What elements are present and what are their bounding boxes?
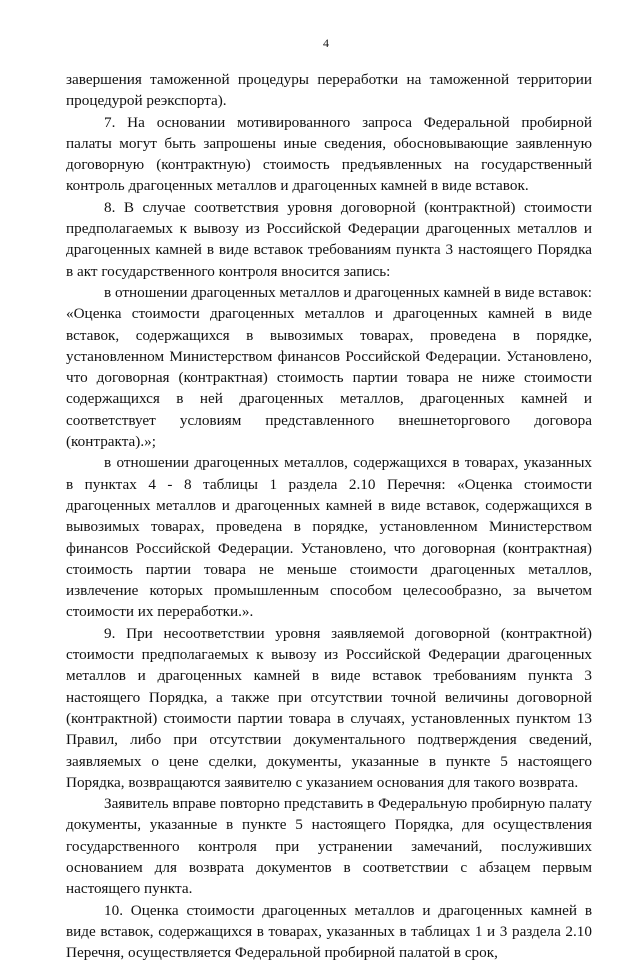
paragraph-8-precious-metals-intro: в отношении драгоценных металлов и драгоценных камней в виде вставок: [104,283,592,301]
paragraph-10: 10. Оценка стоимости драгоценных металлов и драгоценных камней в виде вставок, содержащихся в товарах, указанных в таблицах 1 и 3 раздела 2.10 Перечня, осуществляется Федеральной пробирной палатой в срок, [66,901,592,962]
paragraph-9-resubmission: Заявитель вправе повторно представить в Федеральную пробирную палату документы, указанные в пункте 5 настоящего Порядка, для осуществления государственного контроля при устранении замечаний, послуживших основанием для возврата документов в соответствии с абзацем первым настоящего пункта. [66,795,592,898]
page-number: 4 [323,36,329,50]
paragraph-8: 8. В случае соответствия уровня договорной (контрактной) стоимости предполагаемых к вывозу из Российской Федерации драгоценных металлов и драгоценных камней в виде вставок требованиям пункта 3 настоящего Порядка в акт государственного контроля вносится запись: [66,198,592,280]
paragraph-9: 9. При несоответствии уровня заявляемой договорной (контрактной) стоимости предполагаемых к вывозу из Российской Федерации драгоценных металлов и драгоценных камней в виде вставок требованиям пункта 3 настоящего Порядка, а также при отсутствии точной величины договорной (контрактной) стоимости партии товара в случаях, установленных пунктом 13 Правил, либо при отсутствии документального подтверждения сведений, заявляемых о цене сделки, документы, указанные в пункте 5 настоящего Порядка, возвращаются заявителю с указанием основания для такого возврата. [66,624,592,791]
document-body [66,69,592,963]
paragraph-8-quote-2: в отношении драгоценных металлов, содержащихся в товарах, указанных в пунктах 4 - 8 таблицы 1 раздела 2.10 Перечня: «Оценка стоимости драгоценных металлов и драгоценных камней в виде вставок, содержащихся в вывозимых товарах, проведена в порядке, установленном Министерством финансов Российской Федерации. Установлено, что договорная (контрактная) стоимость партии товара не меньше стоимости драгоценных металлов, извлечение которых промышленным способом целесообразно, за вычетом стоимости их переработки.». [66,454,592,621]
paragraph-7: 7. На основании мотивированного запроса Федеральной пробирной палаты могут быть запрошены иные сведения, обосновывающие заявленную договорную (контрактную) стоимость предъявленных на государственный контроль драгоценных металлов и драгоценных камней в виде вставок. [66,113,592,195]
paragraph-continuation: завершения таможенной процедуры переработки на таможенной территории процедурой реэкспорта). [66,71,592,110]
paragraph-8-quote-1: «Оценка стоимости драгоценных металлов и драгоценных камней в виде вставок, содержащихся в вывозимых товарах, проведена в порядке, установленном Министерством финансов Российской Федерации. Установлено, что договорная (контрактная) стоимость партии товара не ниже стоимости содержащихся в ней драгоценных металлов, драгоценных камней и соответствует условиям представленного внешнеторгового договора (контракта).»; [66,305,592,451]
